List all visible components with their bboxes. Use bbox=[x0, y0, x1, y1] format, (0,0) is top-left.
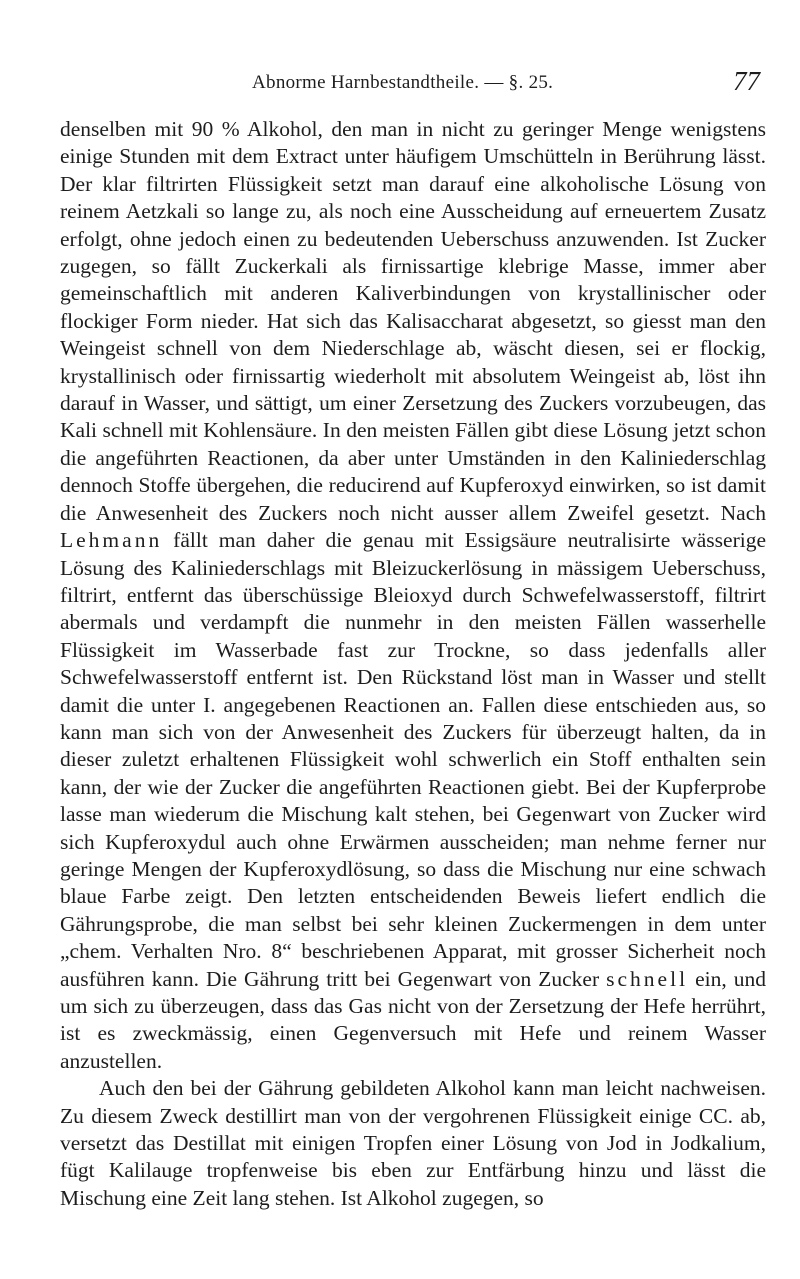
paragraph-2-text: Auch den bei der Gährung gebildeten Alkohol kann man leicht nachweisen. Zu diesem Zweck destillirt man von der vergohrenen Flüssigkeit einige CC. ab, versetzt das Destillat mit einigen Tropfen einer Lösung von Jod in Jodkalium, fügt Kalilauge tropfenweise bis eben zur Entfärbung hinzu und lässt die Mischung eine Zeit lang stehen. Ist Alkohol zugegen, so bbox=[60, 1076, 766, 1210]
paragraph-1-text-a: denselben mit 90 % Alkohol, den man in nicht zu geringer Menge wenigstens einige Stunden mit dem Extract unter häufigem Umschütteln in Berührung lässt. Der klar filtrirten Flüssigkeit setzt man darauf eine alkoholische Lösung von reinem Aetzkali so lange zu, als noch eine Ausscheidung auf erneuertem Zusatz erfolgt, ohne jedoch einen zu bedeutenden Ueberschuss anzuwenden. Ist Zucker zugegen, so fällt Zuckerkali als firnissartige klebrige Masse, immer aber gemeinschaftlich mit anderen Kaliverbindungen von krystallinischer oder flockiger Form nieder. Hat sich das Kalisaccharat abgesetzt, so giesst man den Weingeist schnell von dem Niederschlage ab, wäscht diesen, sei er flockig, krystallinisch oder firnissartig wiederholt mit absolutem Weingeist ab, löst ihn darauf in Wasser, und sättigt, um einer Zersetzung des Zuckers vorzubeugen, das Kali schnell mit Kohlensäure. In den meisten Fällen gibt diese Lösung jetzt schon die angeführten Reactionen, da aber unter Umständen in den Kaliniederschlag dennoch Stoffe übergehen, die reducirend auf Kupferoxyd einwirken, so ist damit die Anwesenheit des Zuckers noch nicht ausser allem Zweifel gesetzt. Nach bbox=[60, 117, 766, 525]
body-text bbox=[60, 116, 766, 1212]
page-header bbox=[60, 66, 766, 100]
paragraph-2 bbox=[60, 1075, 766, 1212]
page-number: 77 bbox=[733, 66, 760, 96]
emphasis-schnell: schnell bbox=[606, 966, 689, 991]
paragraph-1-text-c: ein, und um sich zu überzeugen, dass das Gas nicht von der Zersetzung der Hefe herrührt, ist es zweckmässig, einen Gegenversuch mit Hefe und reinem Wasser anzustellen. bbox=[60, 966, 766, 1073]
author-name-lehmann: Lehmann bbox=[60, 528, 163, 553]
paragraph-1-text-b: fällt man daher die genau mit Essigsäure neutralisirte wässerige Lösung des Kaliniederschlags mit Bleizuckerlösung in mässigem Ueberschuss, filtrirt, entfernt das überschüssige Bleioxyd durch Schwefelwasserstoff, filtrirt abermals und verdampft die nunmehr in den meisten Fällen wasserhelle Flüssigkeit im Wasserbade fast zur Trockne, so dass jedenfalls aller Schwefelwasserstoff entfernt ist. Den Rückstand löst man in Wasser und stellt damit die unter I. angegebenen Reactionen an. Fallen diese entschieden aus, so kann man sich von der Anwesenheit des Zuckers für überzeugt halten, da in dieser zuletzt erhaltenen Flüssigkeit wohl schwerlich ein Stoff enthalten sein kann, der wie der Zucker die angeführten Reactionen giebt. Bei der Kupferprobe lasse man wiederum die Mischung kalt stehen, bei Gegenwart von Zucker wird sich Kupferoxydul auch ohne Erwärmen ausscheiden; man nehme ferner nur geringe Mengen der Kupferoxydlösung, so dass die Mischung nur eine schwach blaue Farbe zeigt. Den letzten entscheidenden Beweis liefert endlich die Gährungsprobe, die man selbst bei sehr kleinen Zuckermengen in dem unter „chem. Verhalten Nro. 8“ beschriebenen Apparat, mit grosser Sicherheit noch ausführen kann. Die Gährung tritt bei Gegenwart von Zucker bbox=[60, 528, 766, 991]
book-page bbox=[60, 66, 766, 1212]
paragraph-1 bbox=[60, 116, 766, 1075]
running-head: Abnorme Harnbestandtheile. — §. 25. bbox=[252, 72, 554, 93]
